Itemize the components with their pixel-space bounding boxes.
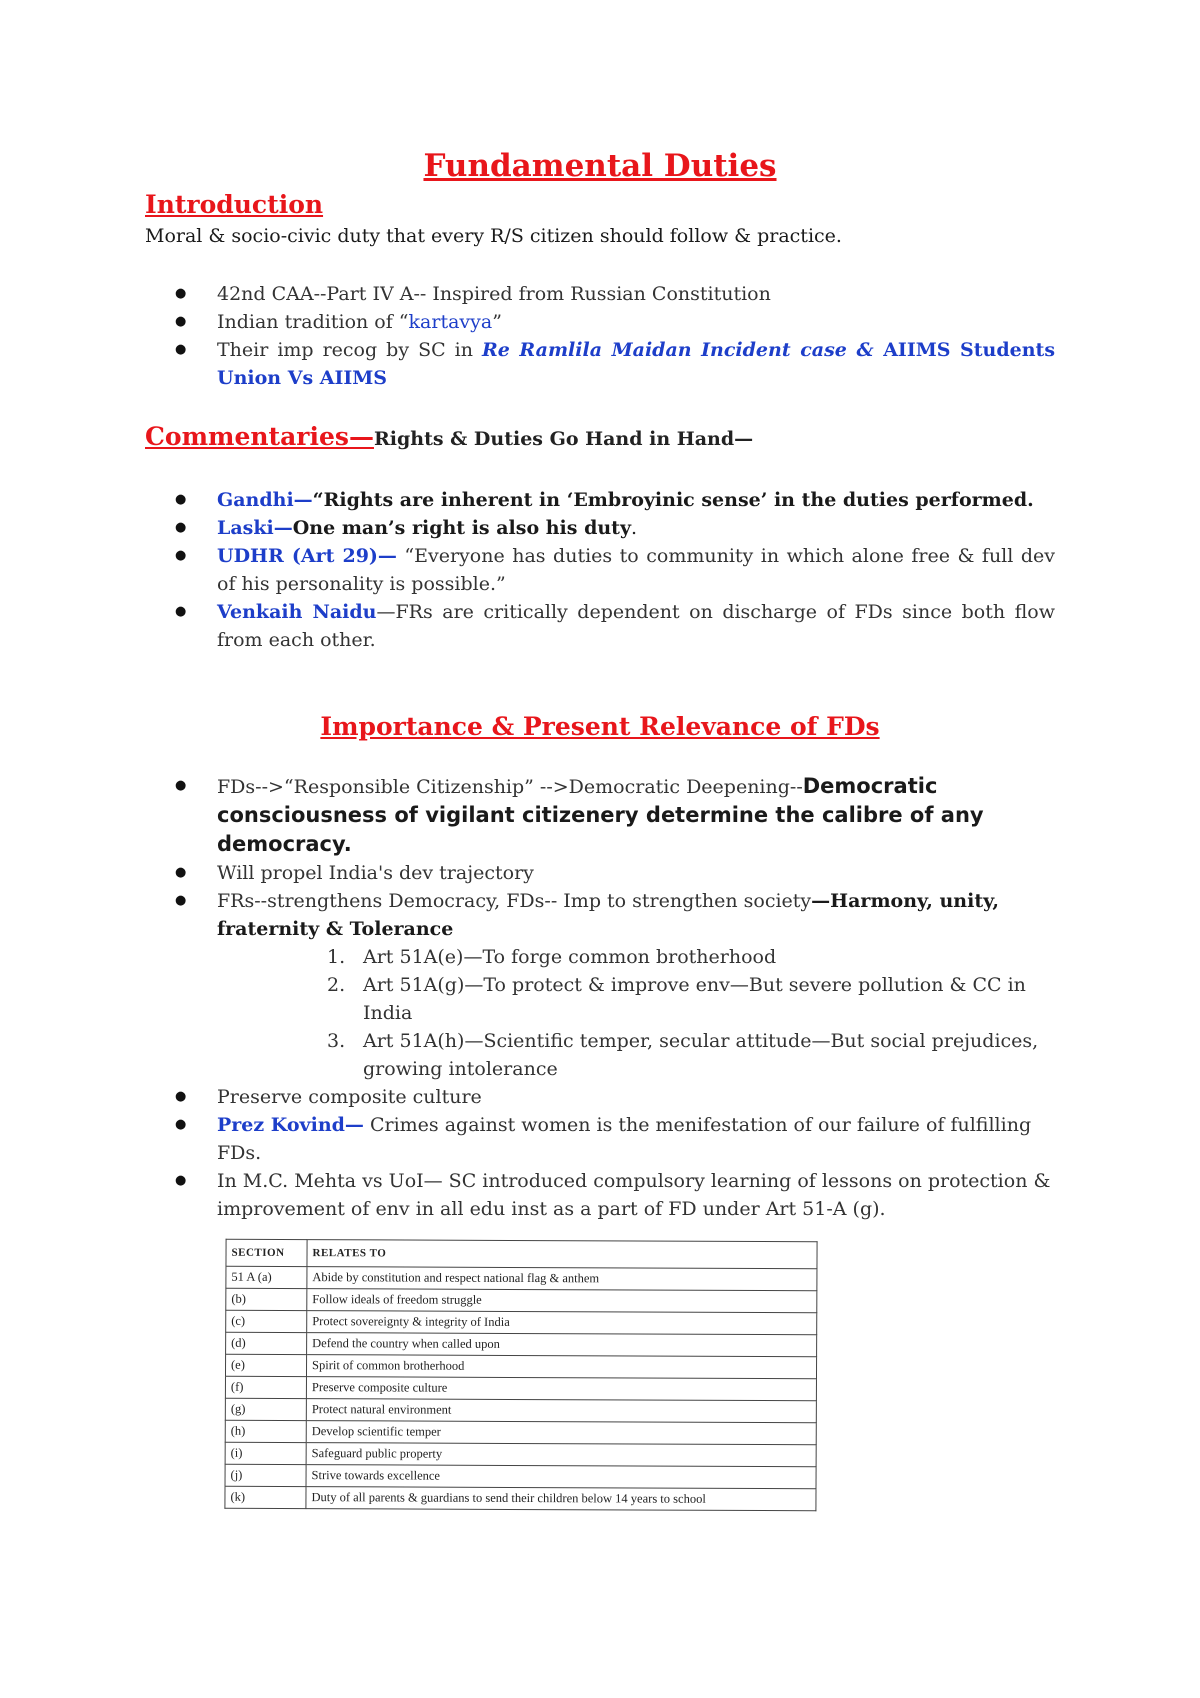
list-item: ● FDs-->“Responsible Citizenship” -->Democratic Deepening--Democratic consciousness of vigilant citizenery determine the calibre of any democracy.	[175, 772, 1055, 859]
introduction-text: Moral & socio-civic duty that every R/S citizen should follow & practice.	[145, 225, 842, 247]
list-item: ● Preserve composite culture	[175, 1083, 1055, 1111]
list-item: ● Venkaih Naidu—FRs are critically dependent on discharge of FDs since both flow from each other.	[175, 598, 1055, 654]
list-item: ● Their imp recog by SC in Re Ramlila Maidan Incident case & AIIMS Students Union Vs AIIMS	[175, 336, 1055, 392]
list-item: ● Indian tradition of “kartavya”	[175, 308, 1055, 336]
introduction-heading: Introduction	[145, 190, 324, 219]
table-row: (f) Preserve composite culture	[225, 1376, 816, 1401]
commentaries-list	[175, 486, 1055, 654]
list-item: ● Prez Kovind— Crimes against women is the menifestation of our failure of fulfilling FDs.	[175, 1111, 1055, 1167]
importance-list	[175, 772, 1055, 1223]
table-row: (g) Protect natural environment	[225, 1398, 816, 1423]
table-row: (c) Protect sovereignty & integrity of India	[226, 1310, 817, 1335]
list-item: ● Laski—One man’s right is also his duty.	[175, 514, 1055, 542]
list-item: 1. Art 51A(e)—To forge common brotherhood	[327, 946, 777, 968]
table-header-section: SECTION	[226, 1239, 307, 1266]
commentaries-subtitle: Rights & Duties Go Hand in Hand—	[373, 428, 754, 450]
list-item: ● Will propel India's dev trajectory	[175, 859, 1055, 887]
list-item: ● In M.C. Mehta vs UoI— SC introduced compulsory learning of lessons on protection & improvement of env in all edu inst as a part of FD under Art 51-A (g).	[175, 1167, 1055, 1223]
numbered-list	[217, 943, 1055, 1083]
table-row: (k) Duty of all parents & guardians to send their children below 14 years to school	[225, 1486, 816, 1511]
importance-heading: Importance & Present Relevance of FDs	[320, 712, 880, 741]
table-row: (j) Strive towards excellence	[225, 1464, 816, 1489]
table-row: (d) Defend the country when called upon	[226, 1332, 817, 1357]
list-item: 2. Art 51A(g)—To protect & improve env—But severe pollution & CC in India	[327, 974, 1026, 1024]
page-title: Fundamental Duties	[423, 148, 777, 184]
list-item: ● 42nd CAA--Part IV A-- Inspired from Russian Constitution	[175, 280, 1055, 308]
list-item: ● UDHR (Art 29)— “Everyone has duties to community in which alone free & full dev of his personality is possible.”	[175, 542, 1055, 598]
table-row: 51 A (a) Abide by constitution and respect national flag & anthem	[226, 1266, 817, 1291]
table-row: (i) Safeguard public property	[225, 1442, 816, 1467]
table-row: (e) Spirit of common brotherhood	[225, 1354, 816, 1379]
commentaries-heading: Commentaries—Rights & Duties Go Hand in Hand—	[145, 422, 754, 451]
introduction-list	[175, 280, 1055, 392]
table-row: (b) Follow ideals of freedom struggle	[226, 1288, 817, 1313]
table-row: (h) Develop scientific temper	[225, 1420, 816, 1445]
list-item: ● Gandhi—“Rights are inherent in ‘Embroyinic sense’ in the duties performed.	[175, 486, 1055, 514]
table-header-row	[226, 1239, 817, 1269]
fundamental-duties-table	[224, 1239, 817, 1512]
list-item: 3. Art 51A(h)—Scientific temper, secular attitude—But social prejudices, growing intolerance	[327, 1030, 1039, 1080]
table-header-relates-to: RELATES TO	[307, 1240, 817, 1269]
list-item: ● FRs--strengthens Democracy, FDs-- Imp to strengthen society—Harmony, unity, fraternity & Tolerance 1. Art 51A(e)—To forge common brotherhood 2. Art 51A(g)—To protect & improve env—But severe pollution & CC in India 3. Art 51A(h)—Scientific temper, secular attitude—But social prejudices, growing intolerance	[175, 887, 1055, 1083]
